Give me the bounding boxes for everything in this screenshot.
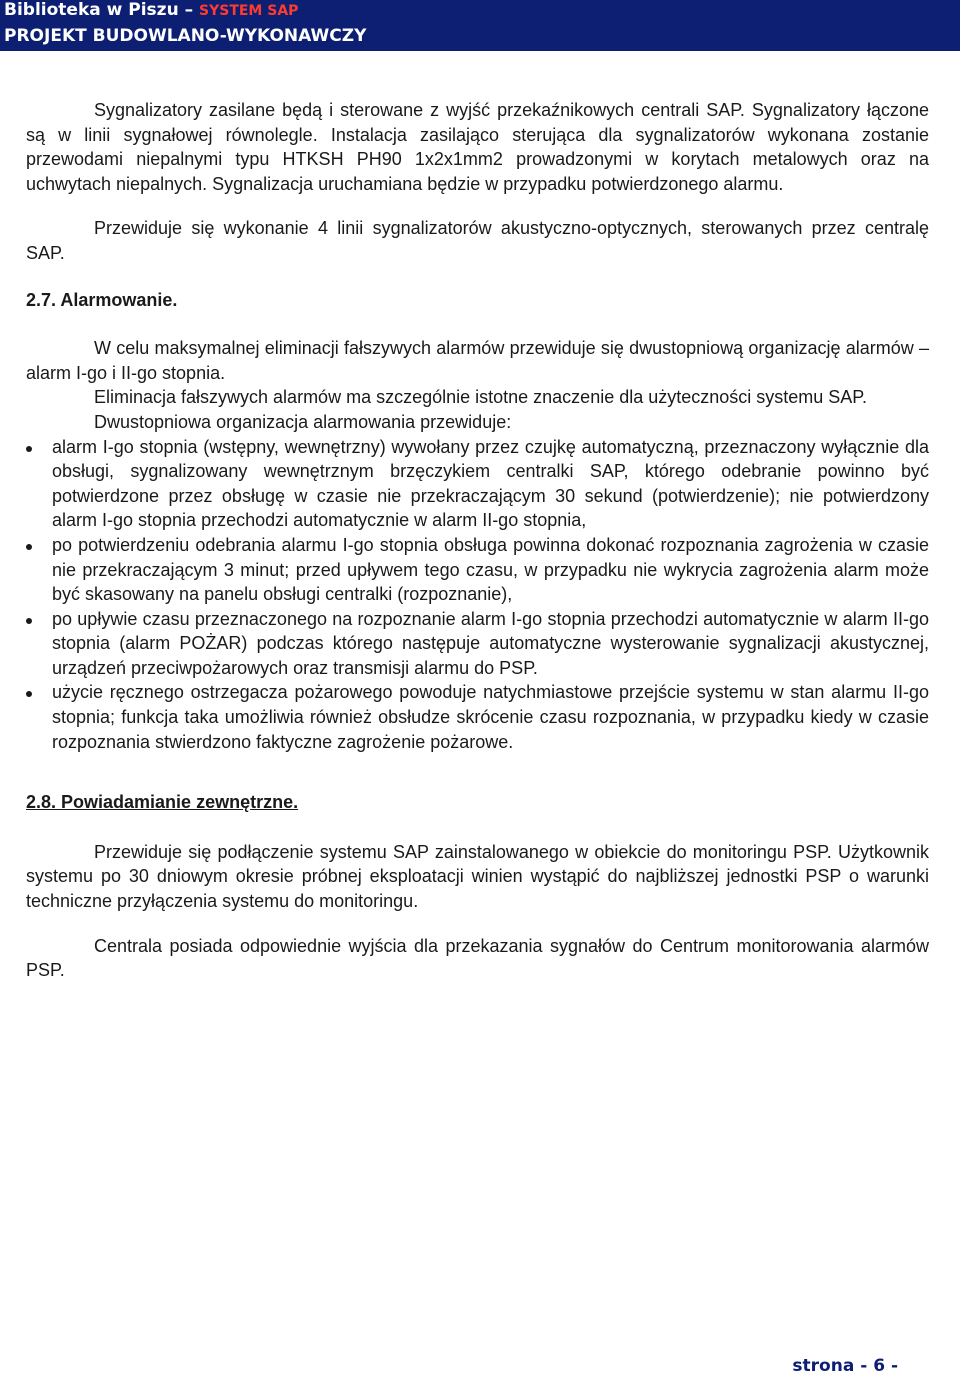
list-item-text: po upływie czasu przeznaczonego na rozpoznanie alarm I-go stopnia przechodzi automatycznie w alarm II-go stopnia (alarm POŻAR) podczas którego następuje automatyczne wysterowanie sygnalizacji akustycznej, urządzeń przeciwpożarowych oraz transmisji alarmu do PSP. [52, 608, 929, 678]
bullet-icon [26, 544, 32, 550]
bullet-icon [26, 618, 32, 624]
list-item-text: alarm I-go stopnia (wstępny, wewnętrzny) wywołany przez czujkę automatyczną, przeznaczony wyłącznie dla obsługi, sygnalizowany wewnętrznym brzęczykiem centralki SAP, którego odebranie powinno być potwierdzone przez obsługę w czasie nie przekraczającym 30 sekund (potwierdzenie); nie potwierdzony alarm I-go stopnia przechodzi automatycznie w alarm II-go stopnia, [52, 436, 929, 531]
bullet-icon [26, 446, 32, 452]
paragraph-false-alarms: Eliminacja fałszywych alarmów ma szczególnie istotne znaczenie dla użyteczności systemu SAP. [94, 387, 867, 408]
bullet-icon [26, 691, 32, 697]
list-item-text: użycie ręcznego ostrzegacza pożarowego powoduje natychmiastowe przejście systemu w stan alarmu II-go stopnia; funkcja taka umożliwia również obsłudze skrócenie czasu rozpoznania, w przypadku kiedy w czasie rozpoznania stwierdzono faktyczne zagrożenie pożarowe. [52, 682, 929, 752]
list-item [26, 607, 929, 681]
paragraph-organization-intro: Dwustopniowa organizacja alarmowania przewiduje: [94, 411, 512, 432]
section-heading-alarming: 2.7. Alarmowanie. [26, 289, 178, 310]
list-item [26, 680, 929, 754]
paragraph-central-outputs: Centrala posiada odpowiednie wyjścia dla przekazania sygnałów do Centrum monitorowania alarmów PSP. [26, 935, 929, 981]
header-system-name: SYSTEM SAP [199, 3, 299, 19]
header-library-name: Biblioteka w Piszu – [4, 0, 200, 20]
page-number: strona - 6 - [792, 1356, 898, 1376]
document-header [0, 0, 960, 51]
paragraph-monitoring-connection: Przewiduje się podłączenie systemu SAP zainstalowanego w obiekcie do monitoringu PSP. Użytkownik systemu po 30 dniowym okresie próbnej eksploatacji winien wystąpić do najbliższej jednostki PSP o warunki techniczne przyłączenia systemu do monitoringu. [26, 841, 929, 912]
list-item [26, 435, 929, 533]
paragraph-signalers-power: Sygnalizatory zasilane będą i sterowane z wyjść przekaźnikowych centrali SAP. Sygnalizatory łączone są w linii sygnałowej równolegle. Instalacja zasilająco sterująca dla sygnalizatorów wykonana zostanie przewodami niepalnymi typu HTKSH PH90 1x2x1mm2 prowadzonymi w korytach metalowych oraz na uchwytach niepalnych. Sygnalizacja uruchamiana będzie w przypadku potwierdzonego alarmu. [26, 100, 929, 194]
paragraph-signaler-lines: Przewiduje się wykonanie 4 linii sygnalizatorów akustyczno-optycznych, sterowanych przez centralę SAP. [26, 218, 929, 263]
paragraph-two-stage: W celu maksymalnej eliminacji fałszywych alarmów przewiduje się dwustopniową organizację alarmów – alarm I-go i II-go stopnia. [26, 338, 929, 383]
header-title [4, 0, 298, 22]
list-item [26, 533, 929, 607]
list-item-text: po potwierdzeniu odebrania alarmu I-go stopnia obsługa powinna dokonać rozpoznania zagrożenia w czasie nie przekraczającym 3 minut; przed upływem tego czasu, w przypadku nie wykrycia zagrożenia alarm może być skasowany na panelu obsługi centralki (rozpoznanie), [52, 534, 929, 605]
header-project-name: PROJEKT BUDOWLANO-WYKONAWCZY [4, 26, 367, 46]
document-body [26, 98, 929, 983]
alarm-stages-list [26, 435, 929, 755]
section-heading-external-notification: 2.8. Powiadamianie zewnętrzne. [26, 792, 299, 813]
